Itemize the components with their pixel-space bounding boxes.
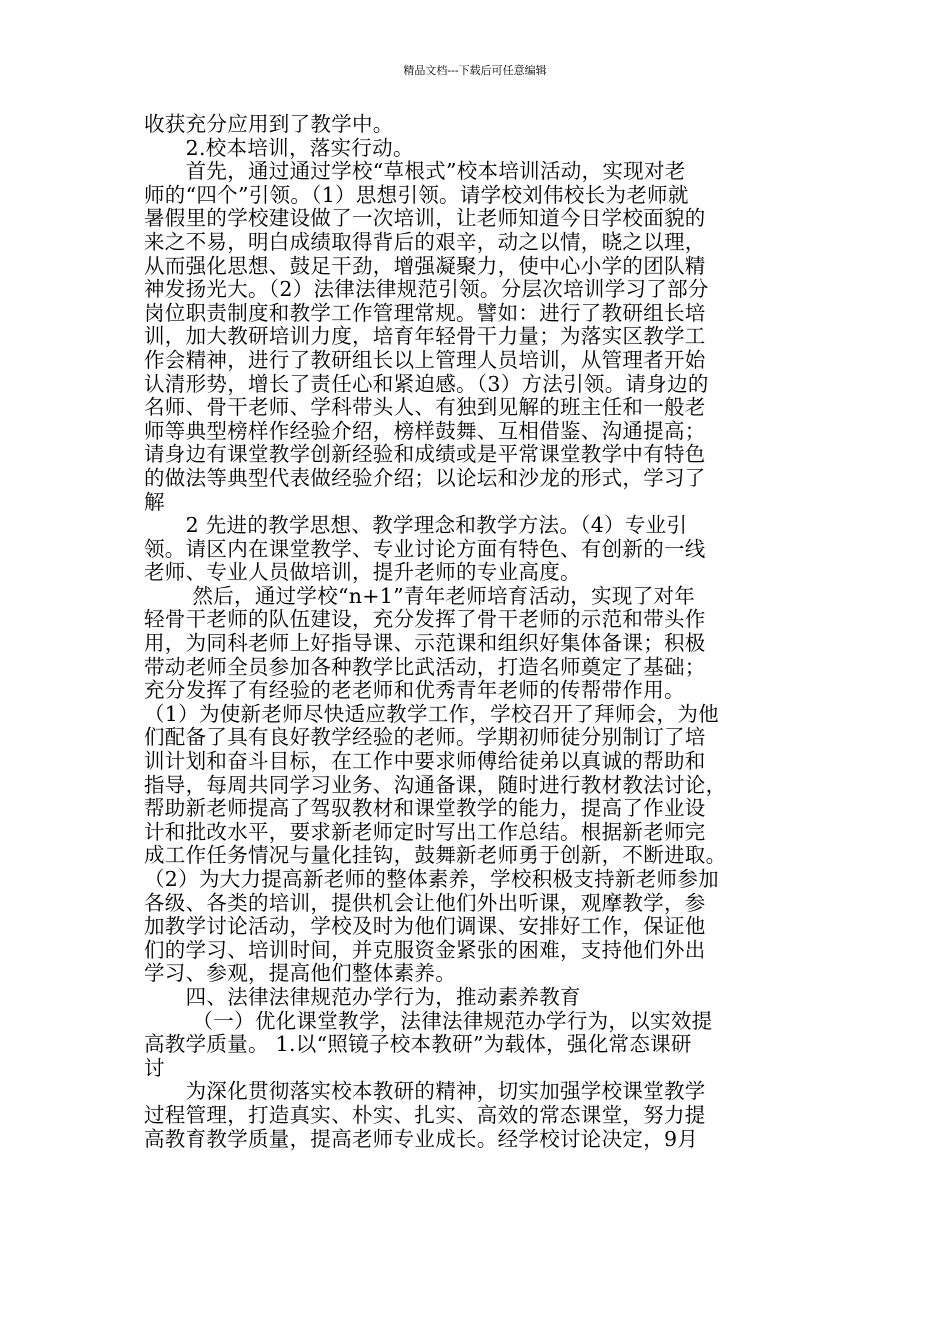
text-line: 来之不易，明白成绩取得背后的艰辛，动之以情，晓之以理，: [144, 229, 706, 254]
text-line: 为深化贯彻落实校本教研的精神，切实加强学校课堂教学: [144, 1079, 706, 1104]
document-body: [144, 113, 834, 1151]
text-line: （1）为使新老师尽快适应教学工作，学校召开了拜师会，为他: [144, 701, 719, 726]
text-line: 岗位职责制度和教学工作管理常规。譬如：进行了教研组长培: [144, 300, 706, 325]
subsection-heading: （一）优化课堂教学，法律法律规范办学行为，以实效提: [144, 1008, 713, 1033]
text-line: 学习、参观，提高他们整体素养。: [144, 961, 456, 986]
text-line: 轻骨干老师的队伍建设，充分发挥了骨干老师的示范和带头作: [144, 607, 706, 632]
text-line: 2 先进的教学思想、教学理念和教学方法。（4）专业引: [144, 513, 688, 538]
text-line: 解: [144, 489, 165, 514]
text-line: 名师、骨干老师、学科带头人、有独到见解的班主任和一般老: [144, 395, 706, 420]
text-line: 暑假里的学校建设做了一次培训，让老师知道今日学校面貌的: [144, 206, 706, 231]
text-line: 训计划和奋斗目标，在工作中要求师傅给徒弟以真诚的帮助和: [144, 749, 706, 774]
text-line: 神发扬光大。（2）法律法律规范引领。分层次培训学习了部分: [144, 277, 709, 302]
text-line: （2）为大力提高新老师的整体素养，学校积极支持新老师参加: [144, 867, 719, 891]
text-line: 请身边有课堂教学创新经验和成绩或是平常课堂教学中有特色: [144, 442, 706, 467]
text-line: 用，为同科老师上好指导课、示范课和组织好集体备课；积极: [144, 631, 706, 656]
text-line: 的做法等典型代表做经验介绍；以论坛和沙龙的形式，学习了: [144, 465, 706, 490]
text-line: 老师、专业人员做培训，提升老师的专业高度。: [144, 560, 581, 585]
text-line: 讨: [144, 1055, 165, 1080]
text-line: 指导，每周共同学习业务、沟通备课，随时进行教材教法讨论，: [144, 772, 727, 797]
text-line: 过程管理，打造真实、朴实、扎实、高效的常态课堂，努力提: [144, 1102, 706, 1127]
text-line: 师等典型榜样作经验介绍，榜样鼓舞、互相借鉴、沟通提高；: [144, 418, 706, 443]
text-line: 各级、各类的培训，提供机会让他们外出听课，观摩教学，参: [144, 890, 706, 915]
text-line: 收获充分应用到了教学中。: [144, 112, 394, 136]
text-line: 训，加大教研培训力度，培育年轻骨干力量；为落实区教学工: [144, 324, 706, 349]
section-heading: 四、法律法律规范办学行为，推动素养教育: [144, 984, 581, 1009]
text-line: 高教育教学质量，提高老师专业成长。经学校讨论决定，9月: [144, 1126, 699, 1151]
text-line: 加教学讨论活动，学校及时为他们调课、安排好工作，保证他: [144, 914, 706, 939]
text-line: 作会精神，进行了教研组长以上管理人员培训，从管理者开始: [144, 347, 706, 372]
text-line: 高教学质量。 1.以“照镜子校本教研”为载体，强化常态课研: [144, 1032, 692, 1057]
section-heading: 2.校本培训，落实行动。: [144, 135, 414, 160]
text-line: 充分发挥了有经验的老老师和优秀青年老师的传帮带作用。: [144, 678, 685, 703]
text-line: 帮助新老师提高了驾驭教材和课堂教学的能力，提高了作业设: [144, 796, 706, 821]
text-line: 们配备了具有良好教学经验的老师。学期初师徒分别制订了培: [144, 725, 706, 750]
text-line: 然后，通过学校“n+1”青年老师培育活动，实现了对年: [144, 583, 696, 608]
text-line: 从而强化思想、鼓足干劲，增强凝聚力，使中心小学的团队精: [144, 253, 706, 278]
text-line: 师的“四个”引领。（1）思想引领。请学校刘伟校长为老师就: [144, 182, 689, 207]
page-header: 精品文档---下载后可任意编辑: [403, 64, 547, 77]
text-line: 带动老师全员参加各种教学比武活动，打造名师奠定了基础；: [144, 654, 706, 679]
text-line: 认清形势，增长了责任心和紧迫感。（3）方法引领。请身边的: [144, 371, 709, 396]
text-line: 领。请区内在课堂教学、专业讨论方面有特色、有创新的一线: [144, 536, 706, 561]
text-line: 们的学习、培训时间，并克服资金紧张的困难，支持他们外出: [144, 937, 706, 962]
text-line: 成工作任务情况与量化挂钩，鼓舞新老师勇于创新，不断进取。: [144, 843, 727, 868]
text-line: 首先，通过通过学校“草根式”校本培训活动，实现对老: [144, 159, 686, 184]
text-line: 计和批改水平，要求新老师定时写出工作总结。根据新老师完: [144, 819, 706, 844]
